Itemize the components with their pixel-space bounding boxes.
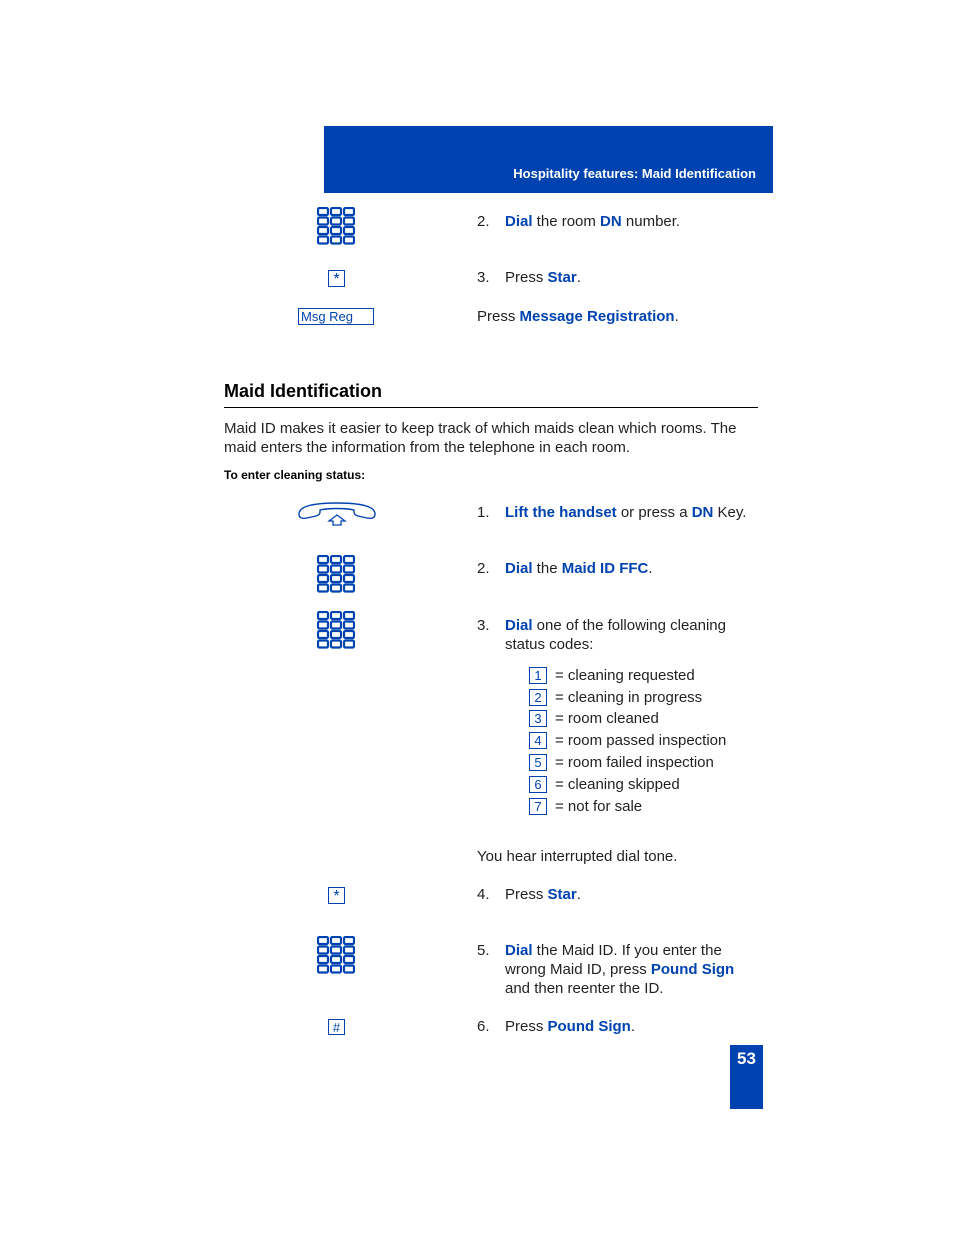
step-dial-status-code bbox=[477, 616, 767, 656]
step-text: the Maid ID. If you enter the wrong Maid ID, press bbox=[505, 942, 722, 978]
star-keyword: Star bbox=[547, 269, 577, 286]
status-code-list bbox=[529, 666, 749, 826]
key-3-icon: 3 bbox=[529, 710, 547, 727]
header-title: Hospitality features: Maid Identification bbox=[513, 166, 756, 181]
status-code-desc: = cleaning requested bbox=[555, 667, 695, 684]
section-divider bbox=[224, 407, 758, 408]
dn-keyword: DN bbox=[691, 504, 714, 521]
step-number: 5. bbox=[477, 942, 490, 959]
star-key-icon: * bbox=[328, 270, 345, 287]
dial-keyword: Dial bbox=[505, 942, 533, 959]
step-text: or press a bbox=[616, 504, 692, 521]
step-text: and then reenter the ID. bbox=[505, 980, 664, 997]
pound-sign-keyword: Pound Sign bbox=[547, 1018, 631, 1035]
dial-keyword: Dial bbox=[505, 560, 533, 577]
press-message-registration bbox=[477, 307, 679, 326]
pound-sign-keyword: Pound Sign bbox=[650, 961, 735, 978]
step-text: one of the following cleaning status codes: bbox=[505, 617, 726, 653]
status-code-desc: = room cleaned bbox=[555, 710, 659, 727]
step-text: Press bbox=[477, 308, 520, 325]
step-text: . bbox=[576, 269, 581, 286]
status-code-desc: = cleaning skipped bbox=[555, 776, 680, 793]
step-text: number. bbox=[621, 213, 681, 230]
status-code-desc: = cleaning in progress bbox=[555, 689, 703, 706]
status-code-desc: = room passed inspection bbox=[555, 732, 727, 749]
dial-keyword: Dial bbox=[505, 213, 533, 230]
step-text: Key. bbox=[713, 504, 747, 521]
status-code-desc: = room failed inspection bbox=[555, 754, 714, 771]
msg-reg-key: Msg Reg bbox=[298, 308, 374, 325]
lift-handset-keyword: Lift the handset bbox=[505, 504, 617, 521]
step-text: Press bbox=[505, 1018, 548, 1035]
handset-icon bbox=[296, 502, 378, 526]
key-5-icon: 5 bbox=[529, 754, 547, 771]
pound-key-icon: # bbox=[328, 1019, 345, 1035]
dial-tone-note: You hear interrupted dial tone. bbox=[477, 848, 678, 865]
maid-id-ffc-keyword: Maid ID FFC bbox=[561, 560, 649, 577]
step-dial-maid-id bbox=[477, 941, 767, 1001]
star-keyword: Star bbox=[547, 886, 577, 903]
keypad-icon bbox=[317, 555, 355, 593]
star-key-icon: * bbox=[328, 887, 345, 904]
step-dial-maid-id-ffc bbox=[477, 559, 767, 581]
step-press-star bbox=[477, 268, 767, 290]
step-number: 1. bbox=[477, 504, 490, 521]
procedure-subheading: To enter cleaning status: bbox=[224, 468, 366, 482]
page-number: 53 bbox=[737, 1049, 756, 1068]
key-2-icon: 2 bbox=[529, 689, 547, 706]
step-press-pound bbox=[477, 1017, 767, 1039]
step-number: 3. bbox=[477, 617, 490, 634]
step-text: the bbox=[532, 560, 562, 577]
step-lift-handset bbox=[477, 503, 767, 525]
step-text: . bbox=[648, 560, 653, 577]
keypad-icon bbox=[317, 936, 355, 974]
key-4-icon: 4 bbox=[529, 732, 547, 749]
step-text: Press bbox=[505, 886, 548, 903]
step-number: 3. bbox=[477, 269, 490, 286]
key-1-icon: 1 bbox=[529, 667, 547, 684]
step-dial-room-dn bbox=[477, 212, 767, 234]
status-code-desc: = not for sale bbox=[555, 798, 643, 815]
step-text: . bbox=[576, 886, 581, 903]
step-number: 4. bbox=[477, 886, 490, 903]
step-press-star bbox=[477, 885, 767, 907]
section-intro: Maid ID makes it easier to keep track of which maids clean which rooms. The maid enters the information from the telephone in each room. bbox=[224, 420, 737, 456]
section-title: Maid Identification bbox=[224, 381, 383, 401]
step-number: 6. bbox=[477, 1018, 490, 1035]
step-text: the room bbox=[532, 213, 601, 230]
step-number: 2. bbox=[477, 560, 490, 577]
key-6-icon: 6 bbox=[529, 776, 547, 793]
step-text: . bbox=[674, 308, 679, 325]
dial-keyword: Dial bbox=[505, 617, 533, 634]
step-text: . bbox=[630, 1018, 636, 1035]
keypad-icon bbox=[317, 611, 355, 649]
key-7-icon: 7 bbox=[529, 798, 547, 815]
message-registration-keyword: Message Registration bbox=[519, 308, 675, 325]
keypad-icon bbox=[317, 207, 355, 245]
header-bar bbox=[324, 126, 773, 193]
dn-keyword: DN bbox=[600, 213, 622, 230]
step-number: 2. bbox=[477, 213, 490, 230]
step-text: Press bbox=[505, 269, 548, 286]
page-number-tab bbox=[730, 1045, 763, 1109]
